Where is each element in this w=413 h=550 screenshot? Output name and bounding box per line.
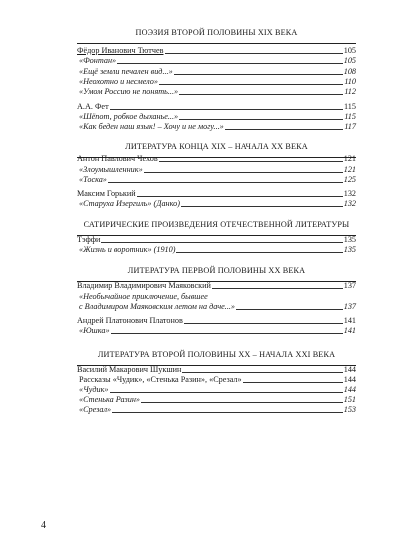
toc-work-entry[interactable] (77, 67, 356, 77)
work-title: «Злоумышленник» (79, 165, 143, 174)
section-heading: ЛИТЕРАТУРА ВТОРОЙ ПОЛОВИНЫ XX – НАЧАЛА XXI ВЕКА (97, 350, 336, 359)
work-title: «Жизнь и воротник» (1910) (79, 245, 176, 254)
toc-work-entry[interactable] (77, 122, 356, 132)
work-title: «Шёпот, робкое дыханье...» (79, 112, 179, 121)
work-title: «Ещё земли печален вид...» (79, 67, 173, 76)
page-ref: 135 (343, 245, 356, 254)
leader-line (243, 382, 343, 383)
section-heading: ЛИТЕРАТУРА ПЕРВОЙ ПОЛОВИНЫ XX ВЕКА (127, 266, 306, 275)
work-title: Рассказы «Чудик», «Стенька Разин», «Срезал» (79, 375, 242, 384)
toc-author-entry[interactable] (77, 281, 356, 291)
toc-work-entry[interactable] (77, 245, 356, 255)
work-title: «Тоска» (79, 175, 107, 184)
work-title: «Фонтан» (79, 56, 117, 65)
page-ref: 105 (343, 56, 356, 65)
page-ref: 141 (343, 326, 356, 335)
section-heading: ЛИТЕРАТУРА КОНЦА XIX – НАЧАЛА XX ВЕКА (125, 142, 308, 151)
toc-author-entry[interactable] (77, 365, 356, 375)
work-title: «Старуха Изергиль» (Данко) (79, 199, 180, 208)
leader-line (112, 412, 343, 413)
leader-line (236, 309, 343, 310)
author-name: Фёдор Иванович Тютчев (77, 46, 164, 55)
section-rule (77, 43, 356, 44)
toc-work-entry[interactable] (77, 77, 356, 87)
work-title-continued: с Владимиром Маяковским летом на даче...» (79, 302, 236, 311)
author-name: Владимир Владимирович Маяковский (77, 281, 211, 290)
toc-work-entry-line1[interactable] (77, 292, 356, 302)
page-ref: 137 (343, 302, 356, 311)
author-name: Антон Павлович Чехов (77, 154, 158, 163)
toc-work-entry[interactable] (77, 302, 356, 312)
toc-author-entry[interactable] (77, 235, 356, 245)
toc-author-entry[interactable] (77, 189, 356, 199)
section-heading: ПОЭЗИЯ ВТОРОЙ ПОЛОВИНЫ XIX ВЕКА (135, 28, 298, 37)
leader-line (117, 63, 343, 64)
leader-line (110, 392, 343, 393)
leader-line (174, 74, 343, 75)
page-ref: 108 (343, 67, 356, 76)
page-ref: 117 (344, 122, 356, 131)
toc-author-entry[interactable] (77, 46, 356, 56)
work-title: «Стенька Разин» (79, 395, 140, 404)
leader-line (159, 84, 343, 85)
author-name: Андрей Платонович Платонов (77, 316, 183, 325)
section-heading: САТИРИЧЕСКИЕ ПРОИЗВЕДЕНИЯ ОТЕЧЕСТВЕННОЙ ЛИТЕРАТУРЫ (83, 220, 350, 229)
leader-line (179, 119, 343, 120)
toc-work-entry[interactable] (77, 175, 356, 185)
leader-line (165, 53, 343, 54)
author-name: А.А. Фет (77, 102, 109, 111)
page-ref: 132 (343, 199, 356, 208)
toc-work-entry[interactable] (77, 385, 356, 395)
page-number: 4 (41, 520, 46, 531)
leader-line (108, 182, 343, 183)
page-ref: 144 (343, 375, 356, 384)
page-ref: 112 (344, 87, 356, 96)
toc-work-entry[interactable] (77, 56, 356, 66)
page-ref: 105 (343, 46, 356, 55)
leader-line (110, 109, 343, 110)
page-ref: 144 (343, 385, 356, 394)
page-ref: 137 (343, 281, 356, 290)
page-ref: 125 (343, 175, 356, 184)
page-ref: 115 (344, 102, 356, 111)
page-ref: 132 (343, 189, 356, 198)
page-ref: 135 (343, 235, 356, 244)
page-ref: 151 (343, 395, 356, 404)
toc-work-entry[interactable] (77, 165, 356, 175)
toc-work-entry[interactable] (77, 199, 356, 209)
leader-line (225, 129, 344, 130)
leader-line (144, 172, 343, 173)
page-ref: 115 (344, 112, 356, 121)
leader-line (181, 206, 343, 207)
page-ref: 121 (343, 165, 356, 174)
author-name: Максим Горький (77, 189, 136, 198)
work-title: «Как беден наш язык! – Хочу и не могу...» (79, 122, 224, 131)
page-ref: 144 (343, 365, 356, 374)
toc-author-entry[interactable] (77, 102, 356, 112)
toc-work-entry[interactable] (77, 405, 356, 415)
leader-line (137, 196, 343, 197)
toc-work-entry[interactable] (77, 87, 356, 97)
leader-line (176, 252, 342, 253)
toc-work-entry[interactable] (77, 326, 356, 336)
author-name: Василий Макарович Шукшин (77, 365, 182, 374)
work-title: «Умом Россию не понять...» (79, 87, 179, 96)
page-ref: 110 (344, 77, 356, 86)
work-title: «Необычайное приключение, бывшее (79, 292, 208, 301)
leader-line (159, 161, 343, 162)
toc-author-entry[interactable] (77, 154, 356, 164)
toc-author-entry[interactable] (77, 316, 356, 326)
author-name: Тэффи (77, 235, 101, 244)
leader-line (101, 242, 342, 243)
leader-line (212, 288, 343, 289)
leader-line (184, 323, 343, 324)
work-title: «Юшка» (79, 326, 110, 335)
toc-work-entry[interactable] (77, 112, 356, 122)
work-title: «Неохотно и несмело» (79, 77, 158, 86)
leader-line (141, 402, 343, 403)
work-title: «Чудик» (79, 385, 109, 394)
leader-line (179, 94, 343, 95)
page-ref: 141 (343, 316, 356, 325)
toc-work-entry[interactable] (77, 375, 356, 385)
toc-work-entry[interactable] (77, 395, 356, 405)
work-title: «Срезал» (79, 405, 112, 414)
page-ref: 121 (343, 154, 356, 163)
page-ref: 153 (343, 405, 356, 414)
leader-line (182, 372, 342, 373)
leader-line (111, 333, 343, 334)
